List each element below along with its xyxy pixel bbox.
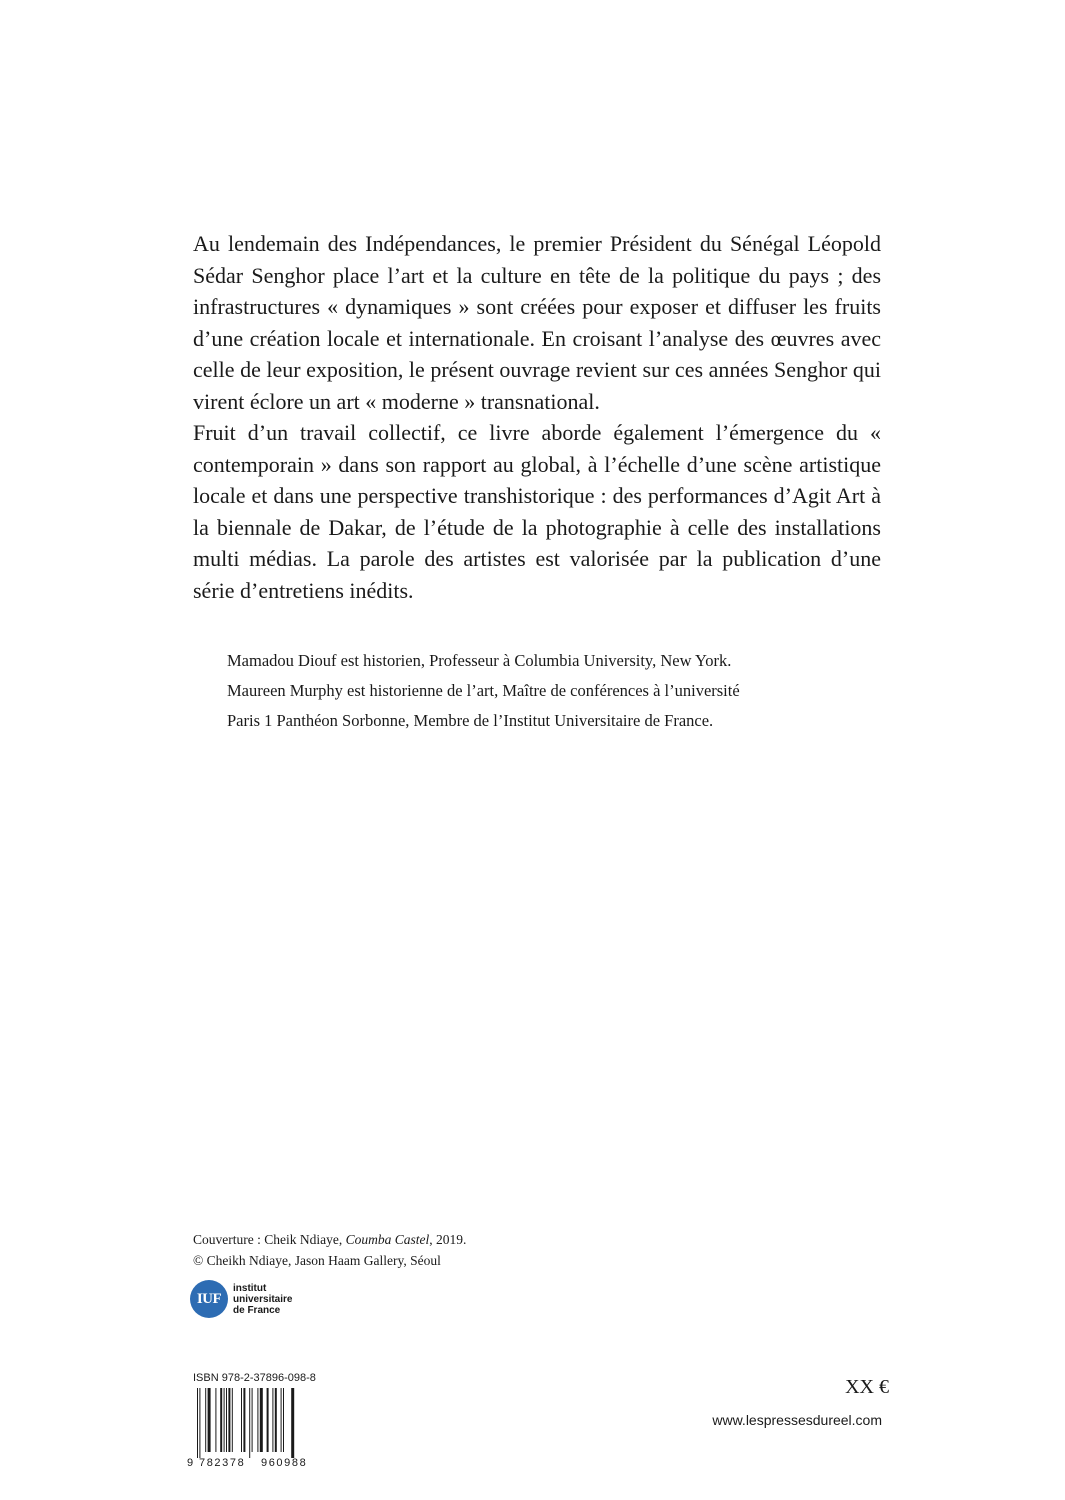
iuf-logo-text xyxy=(233,1283,292,1316)
author-bio-line-2: Maureen Murphy est historienne de l’art, Maître de conférences à l’université xyxy=(227,681,740,700)
cover-credit-suffix: , 2019. xyxy=(429,1232,467,1247)
barcode-bar xyxy=(260,1388,263,1452)
barcode-bar xyxy=(267,1388,269,1452)
barcode-bar xyxy=(197,1388,198,1458)
barcode-bars xyxy=(197,1388,294,1458)
barcode-bar xyxy=(228,1388,230,1452)
isbn-label: ISBN 978-2-37896-098-8 xyxy=(193,1372,316,1384)
barcode-bar xyxy=(226,1388,227,1452)
barcode xyxy=(187,1388,327,1468)
iuf-logo-line-1: institut xyxy=(233,1282,267,1294)
iuf-logo-line-2: universitaire xyxy=(233,1293,293,1305)
barcode-bar xyxy=(252,1388,253,1452)
barcode-bar xyxy=(199,1388,200,1458)
iuf-logo xyxy=(190,1280,292,1318)
barcode-bar xyxy=(281,1388,282,1452)
barcode-digits-left: 782378 xyxy=(199,1457,246,1468)
copyright-line: © Cheikh Ndiaye, Jason Haam Gallery, Séoul xyxy=(193,1253,441,1268)
barcode-graphic xyxy=(187,1388,327,1468)
barcode-digit-first: 9 xyxy=(187,1457,194,1468)
barcode-bar xyxy=(241,1388,242,1452)
barcode-bar xyxy=(205,1388,206,1452)
cover-credit-line xyxy=(193,1229,466,1250)
barcode-bar xyxy=(249,1388,250,1458)
iuf-logo-mark: IUF xyxy=(190,1280,228,1318)
price: XX € xyxy=(845,1376,889,1398)
author-bio-line-1: Mamadou Diouf est historien, Professeur à Columbia University, New York. xyxy=(227,651,732,670)
barcode-bar xyxy=(243,1388,245,1452)
blurb-paragraph-2: Fruit d’un travail collectif, ce livre aborde également l’émergence du « contemporain » dans son rapport au global, à l’échelle d’une scène artistique locale et dans une perspective transhistorique : des performances d’Agit Art à la biennale de Dakar, de l’étude de la photographie à celle des installations multi médias. La parole des artistes est valorisée par la publication d’une série d’entretiens inédits. xyxy=(193,420,881,603)
blurb-paragraph-1: Au lendemain des Indépendances, le premier Président du Sénégal Léopold Sédar Senghor place l’art et la culture en tête de la politique du pays ; des infrastructures « dynamiques » sont créées pour exposer et diffuser les fruits d’une création locale et internationale. En croisant l’analyse des œuvres avec celle de leur exposition, le présent ouvrage revient sur ces années Senghor qui virent éclore un art « moderne » transnational. xyxy=(193,231,881,414)
barcode-bar xyxy=(224,1388,225,1452)
author-bio-line-3: Paris 1 Panthéon Sorbonne, Membre de l’Institut Universitaire de France. xyxy=(227,711,714,730)
barcode-bar xyxy=(257,1388,258,1452)
author-bios xyxy=(227,646,867,736)
barcode-bar xyxy=(283,1388,284,1452)
barcode-digits-right: 960988 xyxy=(261,1457,308,1468)
cover-artwork-title: Coumba Castel xyxy=(345,1232,430,1247)
barcode-bar xyxy=(232,1388,233,1452)
back-cover-blurb xyxy=(193,228,881,606)
barcode-bar xyxy=(215,1388,216,1452)
barcode-bar xyxy=(272,1388,273,1452)
barcode-bar xyxy=(220,1388,222,1452)
barcode-bar xyxy=(208,1388,211,1452)
publisher-website: www.lespressesdureel.com xyxy=(712,1412,882,1428)
iuf-logo-line-3: de France xyxy=(233,1304,281,1316)
barcode-bar xyxy=(275,1388,277,1452)
cover-credit-prefix: Couverture : Cheik Ndiaye, xyxy=(193,1232,346,1247)
cover-credits xyxy=(193,1229,466,1271)
barcode-bar xyxy=(291,1388,294,1458)
